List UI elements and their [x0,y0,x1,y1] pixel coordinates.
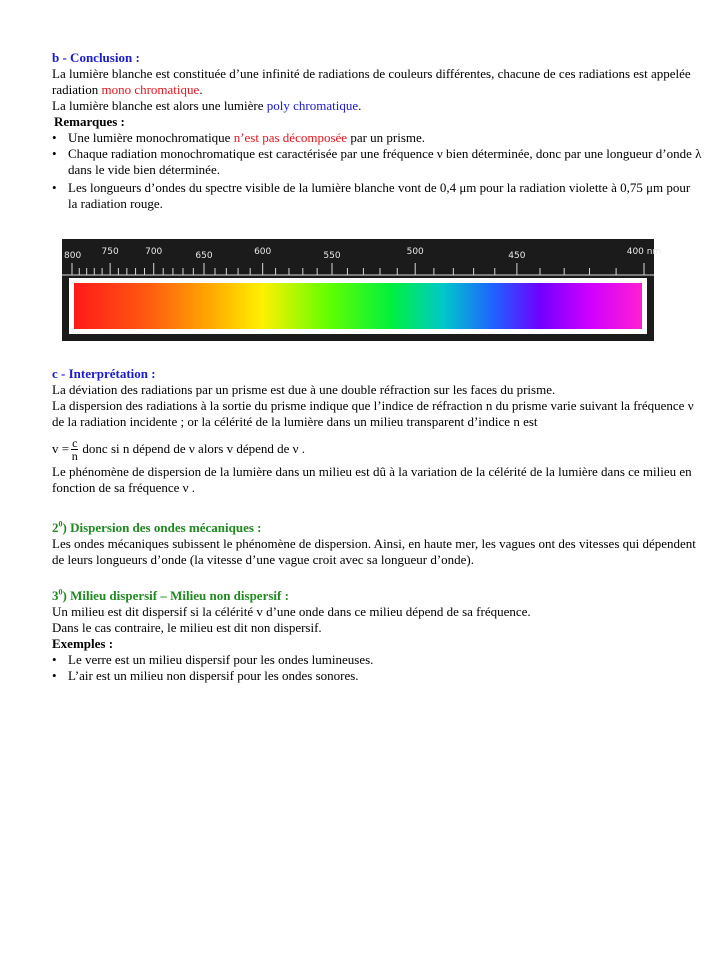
bullet-icon: • [52,146,57,161]
tick-label-800: 800 [64,251,82,261]
celerity-formula: v = $\frac{c}{n}$ donc si n dépend de ν alors v dépend de ν . [52,435,306,463]
tick-label-700: 700 [145,247,163,257]
tick-label-450: 450 [508,251,526,261]
interpretation-paragraph-1: La déviation des radiations par un prisme est due à une double réfraction sur les faces du prisme. [52,382,556,397]
remark-item-1: • Une lumière monochromatique n’est pas décomposée par un prisme. [52,130,426,145]
remarks-title: Remarques : [54,114,125,129]
section-2-heading: $2^0$) Dispersion des ondes mécaniques : [52,519,262,535]
mono-chromatique-term: mono chromatique [101,82,200,97]
section-2 [52,520,702,568]
example-item-1: • Le verre est un milieu dispersif pour les ondes lumineuses. [52,652,374,667]
tick-label-400: 400 nm [626,247,662,257]
visible-spectrum-figure [62,239,662,341]
example-item-2: • L’air est un milieu non dispersif pour les ondes sonores. [52,668,359,683]
tick-label-600: 600 [254,247,272,257]
bullet-icon: • [52,130,57,145]
section-3-paragraph-1: Un milieu est dit dispersif si la célérité v d’une onde dans ce milieu dépend de sa fréquence. [52,604,531,619]
spectrum-band [74,283,642,329]
section-3-heading: $3^0$) Milieu dispersif – Milieu non dispersif : [52,587,289,603]
bullet-icon: • [52,668,57,683]
tick-label-500: 500 [406,247,424,257]
bullet-icon: • [52,652,57,667]
bullet-icon: • [52,180,57,195]
interpretation-heading: c - Interprétation : [52,366,156,381]
tick-label-550: 550 [323,251,341,261]
section-3-paragraph-2: Dans le cas contraire, le milieu est dit non dispersif. [52,620,322,635]
interpretation-section [52,366,702,496]
tick-label-650: 650 [195,251,213,261]
remark-item-2: • Chaque radiation monochromatique est caractérisée par une fréquence ν bien déterminée, donc par une longueur d’onde λ dans le vide bien déterminée. [52,146,702,177]
conclusion-paragraph-2: La lumière blanche est alors une lumière poly chromatique. [52,98,362,113]
examples-title: Exemples : [52,636,114,651]
tick-label-750: 750 [101,247,119,257]
conclusion-section [52,50,702,212]
interpretation-paragraph-2: La dispersion des radiations à la sortie du prisme indique que l’indice de réfraction n du prisme varie suivant la fréquence ν de la radiation incidente ; or la célérité de la lumière dans un milieu transparent d’indice n est [52,398,694,429]
remark-item-3: • Les longueurs d’ondes du spectre visible de la lumière blanche vont de 0,4 μm pour la radiation violette à 0,75 μm pour la radiation rouge. [52,180,691,211]
not-decomposed-term: n’est pas décomposée [233,130,348,145]
fraction: $\frac{c}{n}$ [71,435,78,463]
poly-chromatique-term: poly chromatique [266,98,359,113]
conclusion-paragraph-1: La lumière blanche est constituée d’une infinité de radiations de couleurs différentes, chacune de ces radiations est appelée radiation mono chromatique. [52,66,691,97]
section-2-paragraph: Les ondes mécaniques subissent le phénomène de dispersion. Ainsi, en haute mer, les vagues ont des vitesses qui dépendent de leurs longueurs d’onde (la vitesse d’une vague croit avec sa longueur d’onde). [52,536,696,567]
interpretation-paragraph-3: Le phénomène de dispersion de la lumière dans un milieu est dû à la variation de la célérité de la lumière dans ce milieu en fonction de sa fréquence ν . [52,464,692,495]
section-3 [52,588,702,684]
conclusion-heading: b - Conclusion : [52,50,140,65]
